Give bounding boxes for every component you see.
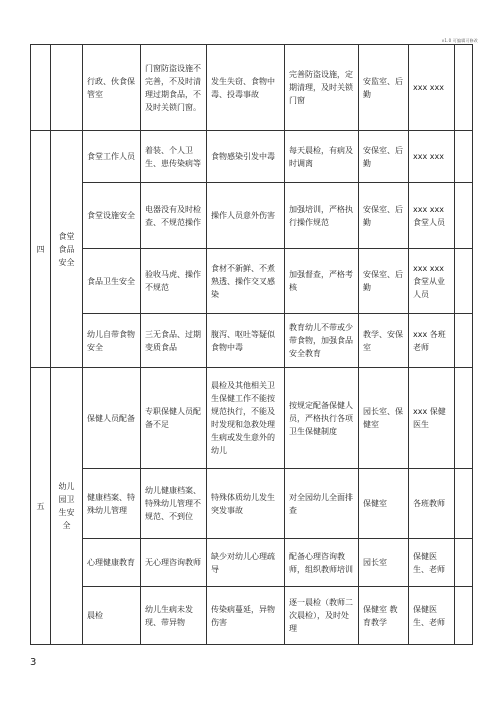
dept-cell: 安监室、后勤 <box>359 45 409 131</box>
item-cell: 幼儿自带食物安全 <box>83 314 141 368</box>
hazard-cell: 着装、个人卫生、患传染病等 <box>141 131 207 183</box>
risk-cell: 食物感染引发中毒 <box>207 131 285 183</box>
dept-cell: 安保室、后勤 <box>359 249 409 314</box>
risk-table <box>30 44 473 645</box>
dept-cell: 安保室、后勤 <box>359 183 409 249</box>
hazard-cell: 三无食品、过期变质食品 <box>141 314 207 368</box>
dept-cell: 保健室 教育教学 <box>359 587 409 645</box>
item-cell: 心理健康教育 <box>83 539 141 587</box>
measure-cell: 每天晨检，有病及时调离 <box>285 131 359 183</box>
measure-cell: 逐一晨检（教师二次晨检），及时处理 <box>285 587 359 645</box>
hazard-cell: 幼儿健康档案、特殊幼儿管理不规范、不到位 <box>141 469 207 539</box>
dept-cell: 教学、安保室 <box>359 314 409 368</box>
page-header: v1.0 可编辑可修改 <box>441 38 478 43</box>
page-number: 3 <box>30 657 37 668</box>
num-cell <box>31 45 51 131</box>
risk-cell: 缺少对幼儿心理疏导 <box>207 539 285 587</box>
owner-cell: xxx xxx 食堂人员 <box>409 183 455 249</box>
note-cell <box>455 587 473 645</box>
measure-cell: 加强培训，严格执行操作规范 <box>285 183 359 249</box>
owner-cell: 保健医生、老师 <box>409 587 455 645</box>
risk-cell: 操作人员意外伤害 <box>207 183 285 249</box>
note-cell <box>455 469 473 539</box>
owner-cell: xxx 各班老师 <box>409 314 455 368</box>
dept-cell: 园长室、保健室 <box>359 368 409 469</box>
risk-cell: 晨检及其他相关卫生保健工作不能按规范执行，不能及时发现和急救处理生病或发生意外的幼儿 <box>207 368 285 469</box>
measure-cell: 按规定配备保健人员，严格执行各项卫生保健制度 <box>285 368 359 469</box>
owner-cell: 保健医生、老师 <box>409 539 455 587</box>
section-number: 四 <box>31 131 51 368</box>
table-row <box>31 249 473 314</box>
item-cell: 食堂工作人员 <box>83 131 141 183</box>
item-cell: 行政、伙食保管室 <box>83 45 141 131</box>
owner-cell: xxx xxx <box>409 131 455 183</box>
table-row <box>31 539 473 587</box>
note-cell <box>455 368 473 469</box>
hazard-cell: 专职保健人员配备不足 <box>141 368 207 469</box>
note-cell <box>455 131 473 183</box>
measure-cell: 配备心理咨询教师，组织教师培训 <box>285 539 359 587</box>
dept-cell: 园长室 <box>359 539 409 587</box>
owner-cell: xxx xxx <box>409 45 455 131</box>
table-row <box>31 469 473 539</box>
owner-cell: xxx xxx 食堂从业人员 <box>409 249 455 314</box>
table-row <box>31 183 473 249</box>
measure-cell: 完善防盗设施，定期清理，及时关锁门窗 <box>285 45 359 131</box>
hazard-cell: 门窗防盗设施不完善，不及时清理过期食品，不及时关锁门窗。 <box>141 45 207 131</box>
risk-cell: 腹泻、呕吐等疑似食物中毒 <box>207 314 285 368</box>
hazard-cell: 电器没有及时检查、不规范操作 <box>141 183 207 249</box>
section-number: 五 <box>31 368 51 645</box>
item-cell: 食品卫生安全 <box>83 249 141 314</box>
table-row <box>31 368 473 469</box>
category-cell <box>51 45 83 131</box>
risk-cell: 食材不新鲜、不煮熟透、操作交叉感染 <box>207 249 285 314</box>
section-category: 幼儿园卫生安全 <box>51 368 83 645</box>
hazard-cell: 验收马虎、操作不规范 <box>141 249 207 314</box>
dept-cell: 保健室 <box>359 469 409 539</box>
note-cell <box>455 314 473 368</box>
table-row <box>31 314 473 368</box>
table-row <box>31 131 473 183</box>
hazard-cell: 无心理咨询教师 <box>141 539 207 587</box>
measure-cell: 对全园幼儿全面排查 <box>285 469 359 539</box>
measure-cell: 教育幼儿不带或少带食物，加强食品安全教育 <box>285 314 359 368</box>
risk-cell: 特殊体质幼儿发生突发事故 <box>207 469 285 539</box>
owner-cell: xxx 保健医生 <box>409 368 455 469</box>
note-cell <box>455 249 473 314</box>
note-cell <box>455 539 473 587</box>
note-cell <box>455 45 473 131</box>
item-cell: 晨检 <box>83 587 141 645</box>
dept-cell: 安保室、后勤 <box>359 131 409 183</box>
table-row <box>31 587 473 645</box>
measure-cell: 加强督查，严格考核 <box>285 249 359 314</box>
item-cell: 健康档案、特殊幼儿管理 <box>83 469 141 539</box>
table-row <box>31 45 473 131</box>
hazard-cell: 幼儿生病未发现、带异物 <box>141 587 207 645</box>
risk-cell: 发生失窃、食物中毒、投毒事故 <box>207 45 285 131</box>
risk-cell: 传染病蔓延，异物伤害 <box>207 587 285 645</box>
owner-cell: 各班教师 <box>409 469 455 539</box>
item-cell: 保健人员配备 <box>83 368 141 469</box>
item-cell: 食堂设施安全 <box>83 183 141 249</box>
section-category: 食堂食品安全 <box>51 131 83 368</box>
note-cell <box>455 183 473 249</box>
